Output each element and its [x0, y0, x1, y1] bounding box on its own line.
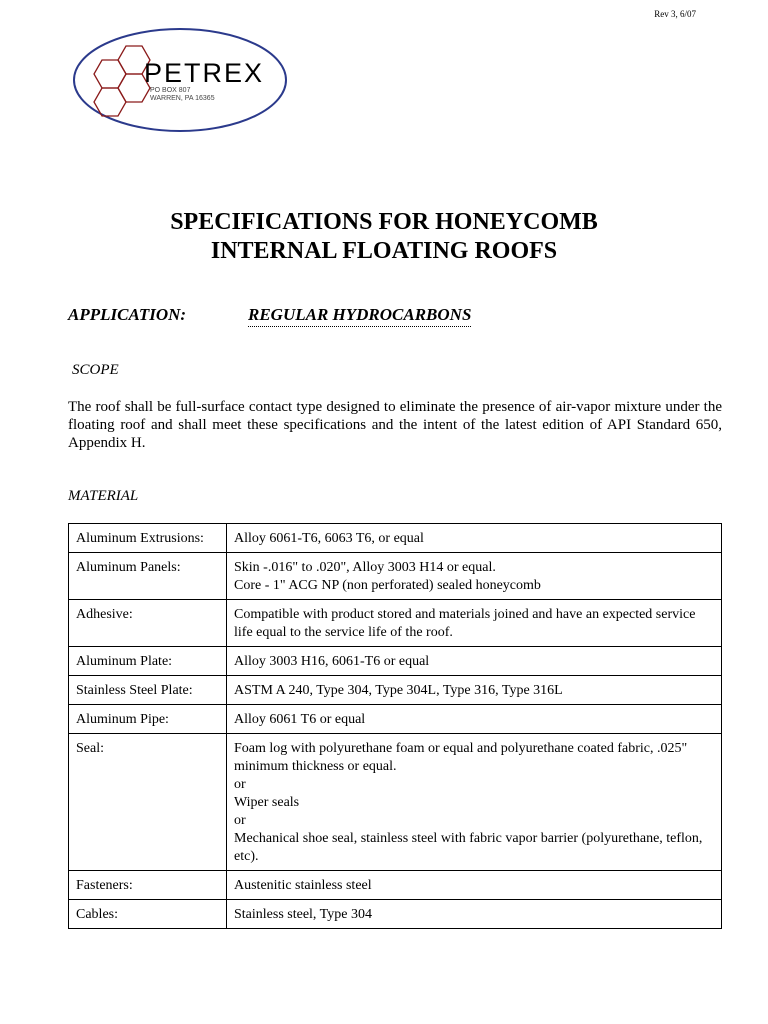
table-row [69, 705, 722, 734]
document-title [0, 208, 768, 266]
material-label: Stainless Steel Plate: [69, 676, 227, 705]
table-row [69, 600, 722, 647]
material-spec [227, 600, 722, 647]
table-row [69, 553, 722, 600]
material-label: Aluminum Pipe: [69, 705, 227, 734]
material-spec [227, 647, 722, 676]
spec-line: Mechanical shoe seal, stainless steel with fabric vapor barrier (polyurethane, teflon, etc). [234, 831, 703, 864]
spec-line: Foam log with polyurethane foam or equal and polyurethane coated fabric, .025" minimum thickness or equal. [234, 741, 688, 774]
spec-line: Alloy 6061-T6, 6063 T6, or equal [234, 531, 424, 546]
material-spec [227, 734, 722, 871]
table-row [69, 647, 722, 676]
spec-line: Alloy 6061 T6 or equal [234, 712, 366, 727]
logo-address-line: PO BOX 807 [150, 87, 191, 94]
spec-line: ASTM A 240, Type 304, Type 304L, Type 316, Type 316L [234, 683, 563, 698]
material-label: Aluminum Plate: [69, 647, 227, 676]
spec-line: Stainless steel, Type 304 [234, 907, 372, 922]
application-label: APPLICATION: [68, 305, 187, 324]
spec-line: Compatible with product stored and materials joined and have an expected service life equal to the service life of the roof. [234, 607, 696, 640]
material-label: Aluminum Extrusions: [69, 524, 227, 553]
material-spec [227, 553, 722, 600]
material-spec [227, 676, 722, 705]
material-table [68, 523, 722, 929]
table-row [69, 900, 722, 929]
spec-line: Core - 1" ACG NP (non perforated) sealed honeycomb [234, 578, 541, 593]
material-label: Aluminum Panels: [69, 553, 227, 600]
spec-line: or [234, 777, 246, 792]
material-spec [227, 524, 722, 553]
honeycomb-icon [94, 46, 150, 116]
material-label: Cables: [69, 900, 227, 929]
logo-address [150, 87, 215, 103]
material-spec [227, 900, 722, 929]
table-row [69, 734, 722, 871]
logo-company-name: PETREX [144, 58, 265, 88]
table-row [69, 871, 722, 900]
scope-paragraph: The roof shall be full-surface contact type designed to eliminate the presence of air-vapor mixture under the floating roof and shall meet these specifications and the intent of the latest edition of API Standard 650, Appendix H. [68, 399, 722, 451]
scope-heading: SCOPE [72, 362, 119, 378]
spec-line: Austenitic stainless steel [234, 878, 372, 893]
material-heading: MATERIAL [68, 488, 139, 504]
table-row [69, 524, 722, 553]
material-spec [227, 705, 722, 734]
spec-line: Wiper seals [234, 795, 300, 810]
material-label: Fasteners: [69, 871, 227, 900]
material-label: Adhesive: [69, 600, 227, 647]
logo-address-line: WARREN, PA 16365 [150, 95, 215, 102]
title-line-2: INTERNAL FLOATING ROOFS [210, 238, 558, 264]
material-spec [227, 871, 722, 900]
application-value: REGULAR HYDROCARBONS [248, 305, 471, 327]
spec-line: Skin -.016" to .020", Alloy 3003 H14 or equal. [234, 560, 496, 575]
spec-line: or [234, 813, 246, 828]
material-label: Seal: [69, 734, 227, 871]
title-line-1: SPECIFICATIONS FOR HONEYCOMB [170, 209, 598, 235]
spec-line: Alloy 3003 H16, 6061-T6 or equal [234, 654, 430, 669]
table-row [69, 676, 722, 705]
revision-label: Rev 3, 6/07 [654, 9, 696, 19]
